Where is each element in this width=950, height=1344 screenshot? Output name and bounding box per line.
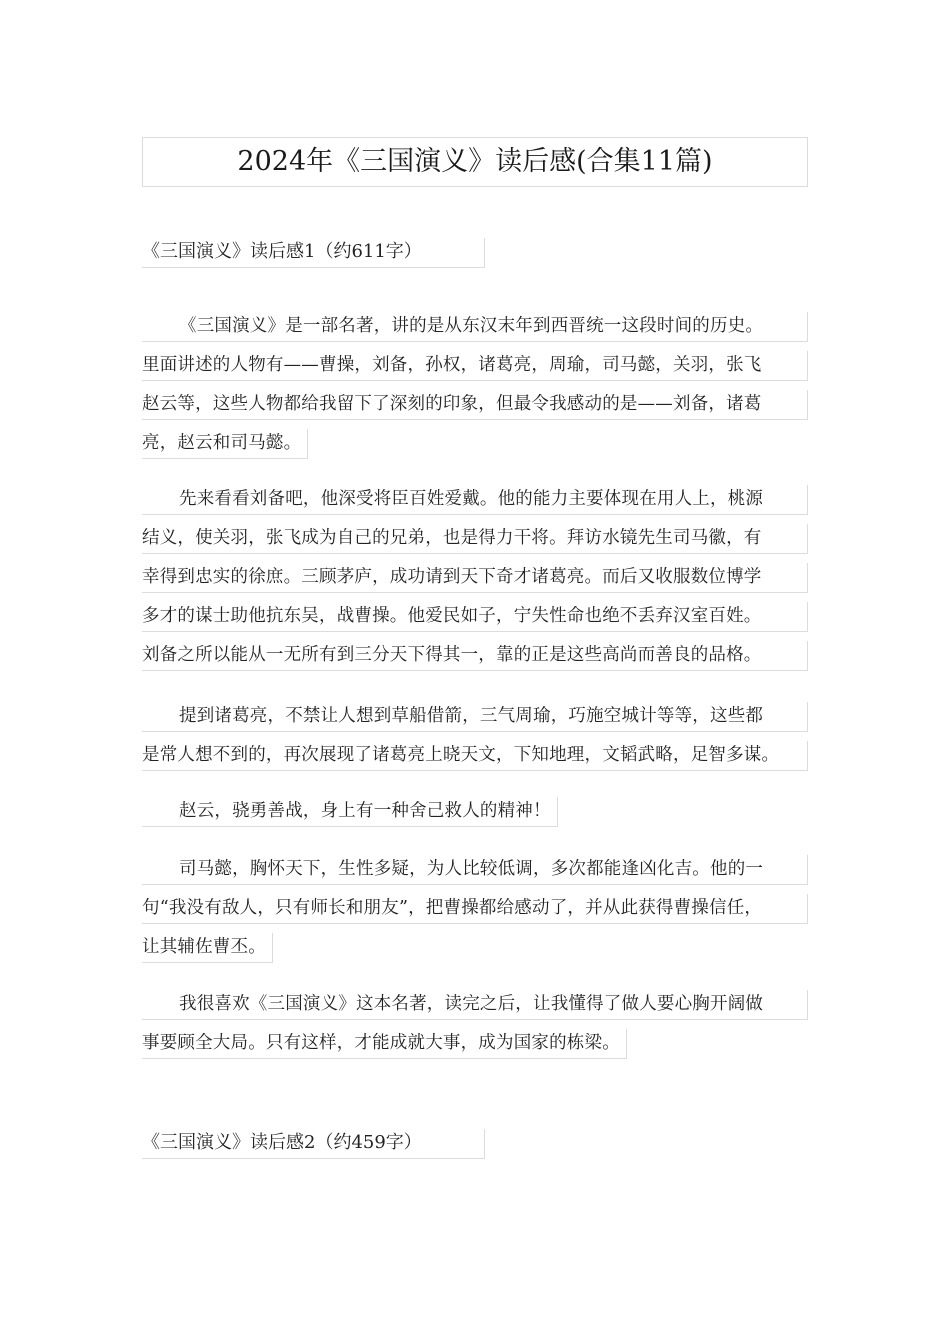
- paragraph-line: 亮，赵云和司马懿。: [142, 429, 308, 459]
- document-title: 2024年《三国演义》读后感(合集11篇): [142, 137, 808, 187]
- paragraph-line: 赵云，骁勇善战，身上有一种舍己救人的精神！: [142, 797, 558, 827]
- paragraph-line: 赵云等，这些人物都给我留下了深刻的印象，但最令我感动的是——刘备，诸葛: [142, 390, 808, 420]
- paragraph-line: 里面讲述的人物有——曹操，刘备，孙权，诸葛亮，周瑜，司马懿，关羽，张飞: [142, 351, 808, 381]
- paragraph-6: [142, 990, 808, 1072]
- paragraph-line: 是常人想不到的，再次展现了诸葛亮上晓天文，下知地理，文韬武略，足智多谋。: [142, 741, 808, 771]
- paragraph-3: [142, 702, 808, 780]
- paragraph-line: 提到诸葛亮，不禁让人想到草船借箭，三气周瑜，巧施空城计等等，这些都: [142, 702, 808, 732]
- paragraph-5: [142, 855, 808, 976]
- section-heading-1: 《三国演义》读后感1（约611字）: [142, 238, 485, 268]
- paragraph-line: 刘备之所以能从一无所有到三分天下得其一，靠的正是这些高尚而善良的品格。: [142, 641, 808, 671]
- paragraph-line: 让其辅佐曹丕。: [142, 933, 273, 963]
- paragraph-line: 先来看看刘备吧，他深受将臣百姓爱戴。他的能力主要体现在用人上，桃源: [142, 485, 808, 515]
- paragraph-line: 结义，使关羽，张飞成为自己的兄弟，也是得力干将。拜访水镜先生司马徽，有: [142, 524, 808, 554]
- paragraph-line: 句“我没有敌人，只有师长和朋友”，把曹操都给感动了，并从此获得曹操信任，: [142, 894, 808, 924]
- paragraph-line: 我很喜欢《三国演义》这本名著，读完之后，让我懂得了做人要心胸开阔做: [142, 990, 808, 1020]
- paragraph-line: 《三国演义》是一部名著，讲的是从东汉末年到西晋统一这段时间的历史。: [142, 312, 808, 342]
- section-heading-2: 《三国演义》读后感2（约459字）: [142, 1129, 485, 1159]
- paragraph-1: [142, 312, 808, 472]
- paragraph-4: [142, 797, 808, 840]
- paragraph-2: [142, 485, 808, 680]
- paragraph-line: 幸得到忠实的徐庶。三顾茅庐，成功请到天下奇才诸葛亮。而后又收服数位博学: [142, 563, 808, 593]
- paragraph-line: 多才的谋士助他抗东吴，战曹操。他爱民如子，宁失性命也绝不丢弃汉室百姓。: [142, 602, 808, 632]
- paragraph-line: 事要顾全大局。只有这样，才能成就大事，成为国家的栋梁。: [142, 1029, 627, 1059]
- paragraph-line: 司马懿，胸怀天下，生性多疑，为人比较低调，多次都能逢凶化吉。他的一: [142, 855, 808, 885]
